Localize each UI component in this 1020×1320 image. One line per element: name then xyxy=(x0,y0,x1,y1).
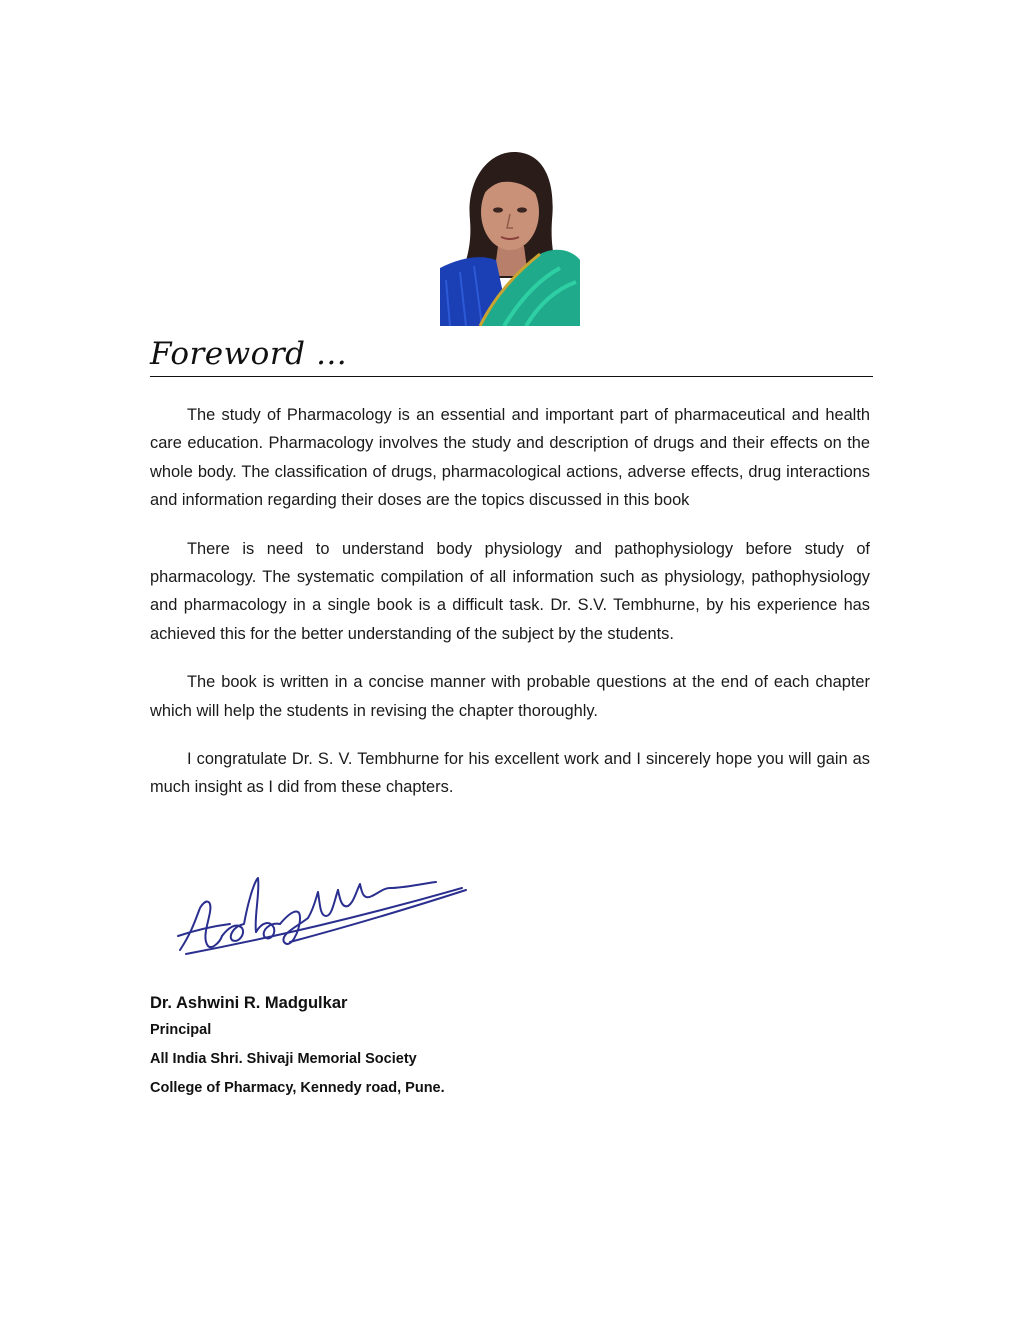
handwritten-signature xyxy=(150,862,512,958)
signatory-name: Dr. Ashwini R. Madgulkar xyxy=(150,994,348,1012)
signatory-society: All India Shri. Shivaji Memorial Society xyxy=(150,1051,417,1067)
foreword-heading xyxy=(150,334,873,377)
paragraph: The book is written in a concise manner with probable questions at the end of each chapter which will help the students in revising the chapter thoroughly. xyxy=(150,673,870,720)
author-portrait xyxy=(440,150,580,326)
signatory-block xyxy=(150,990,750,1103)
signatory-title: Principal xyxy=(150,1022,212,1038)
paragraph: The study of Pharmacology is an essential and important part of pharmaceutical and health care education. Pharmacology involves the study and description of drugs and their effects on the whole body. The classification of drugs, pharmacological actions, adverse effects, drug interactions and information regarding their doses are the topics discussed in this book xyxy=(150,406,870,510)
foreword-body xyxy=(150,401,870,822)
page-title: Foreword … xyxy=(150,336,348,372)
paragraph: There is need to understand body physiology and pathophysiology before study of pharmacology. The systematic compilation of all information such as physiology, pathophysiology and pharmacology in a single book is a difficult task. Dr. S.V. Tembhurne, by his experience has achieved this for the better understanding of the subject by the students. xyxy=(150,539,870,643)
paragraph: I congratulate Dr. S. V. Tembhurne for his excellent work and I sincerely hope you will gain as much insight as I did from these chapters. xyxy=(150,750,870,797)
portrait-illustration xyxy=(440,150,580,326)
signatory-college: College of Pharmacy, Kennedy road, Pune. xyxy=(150,1080,445,1096)
signature-scribble xyxy=(150,862,512,958)
